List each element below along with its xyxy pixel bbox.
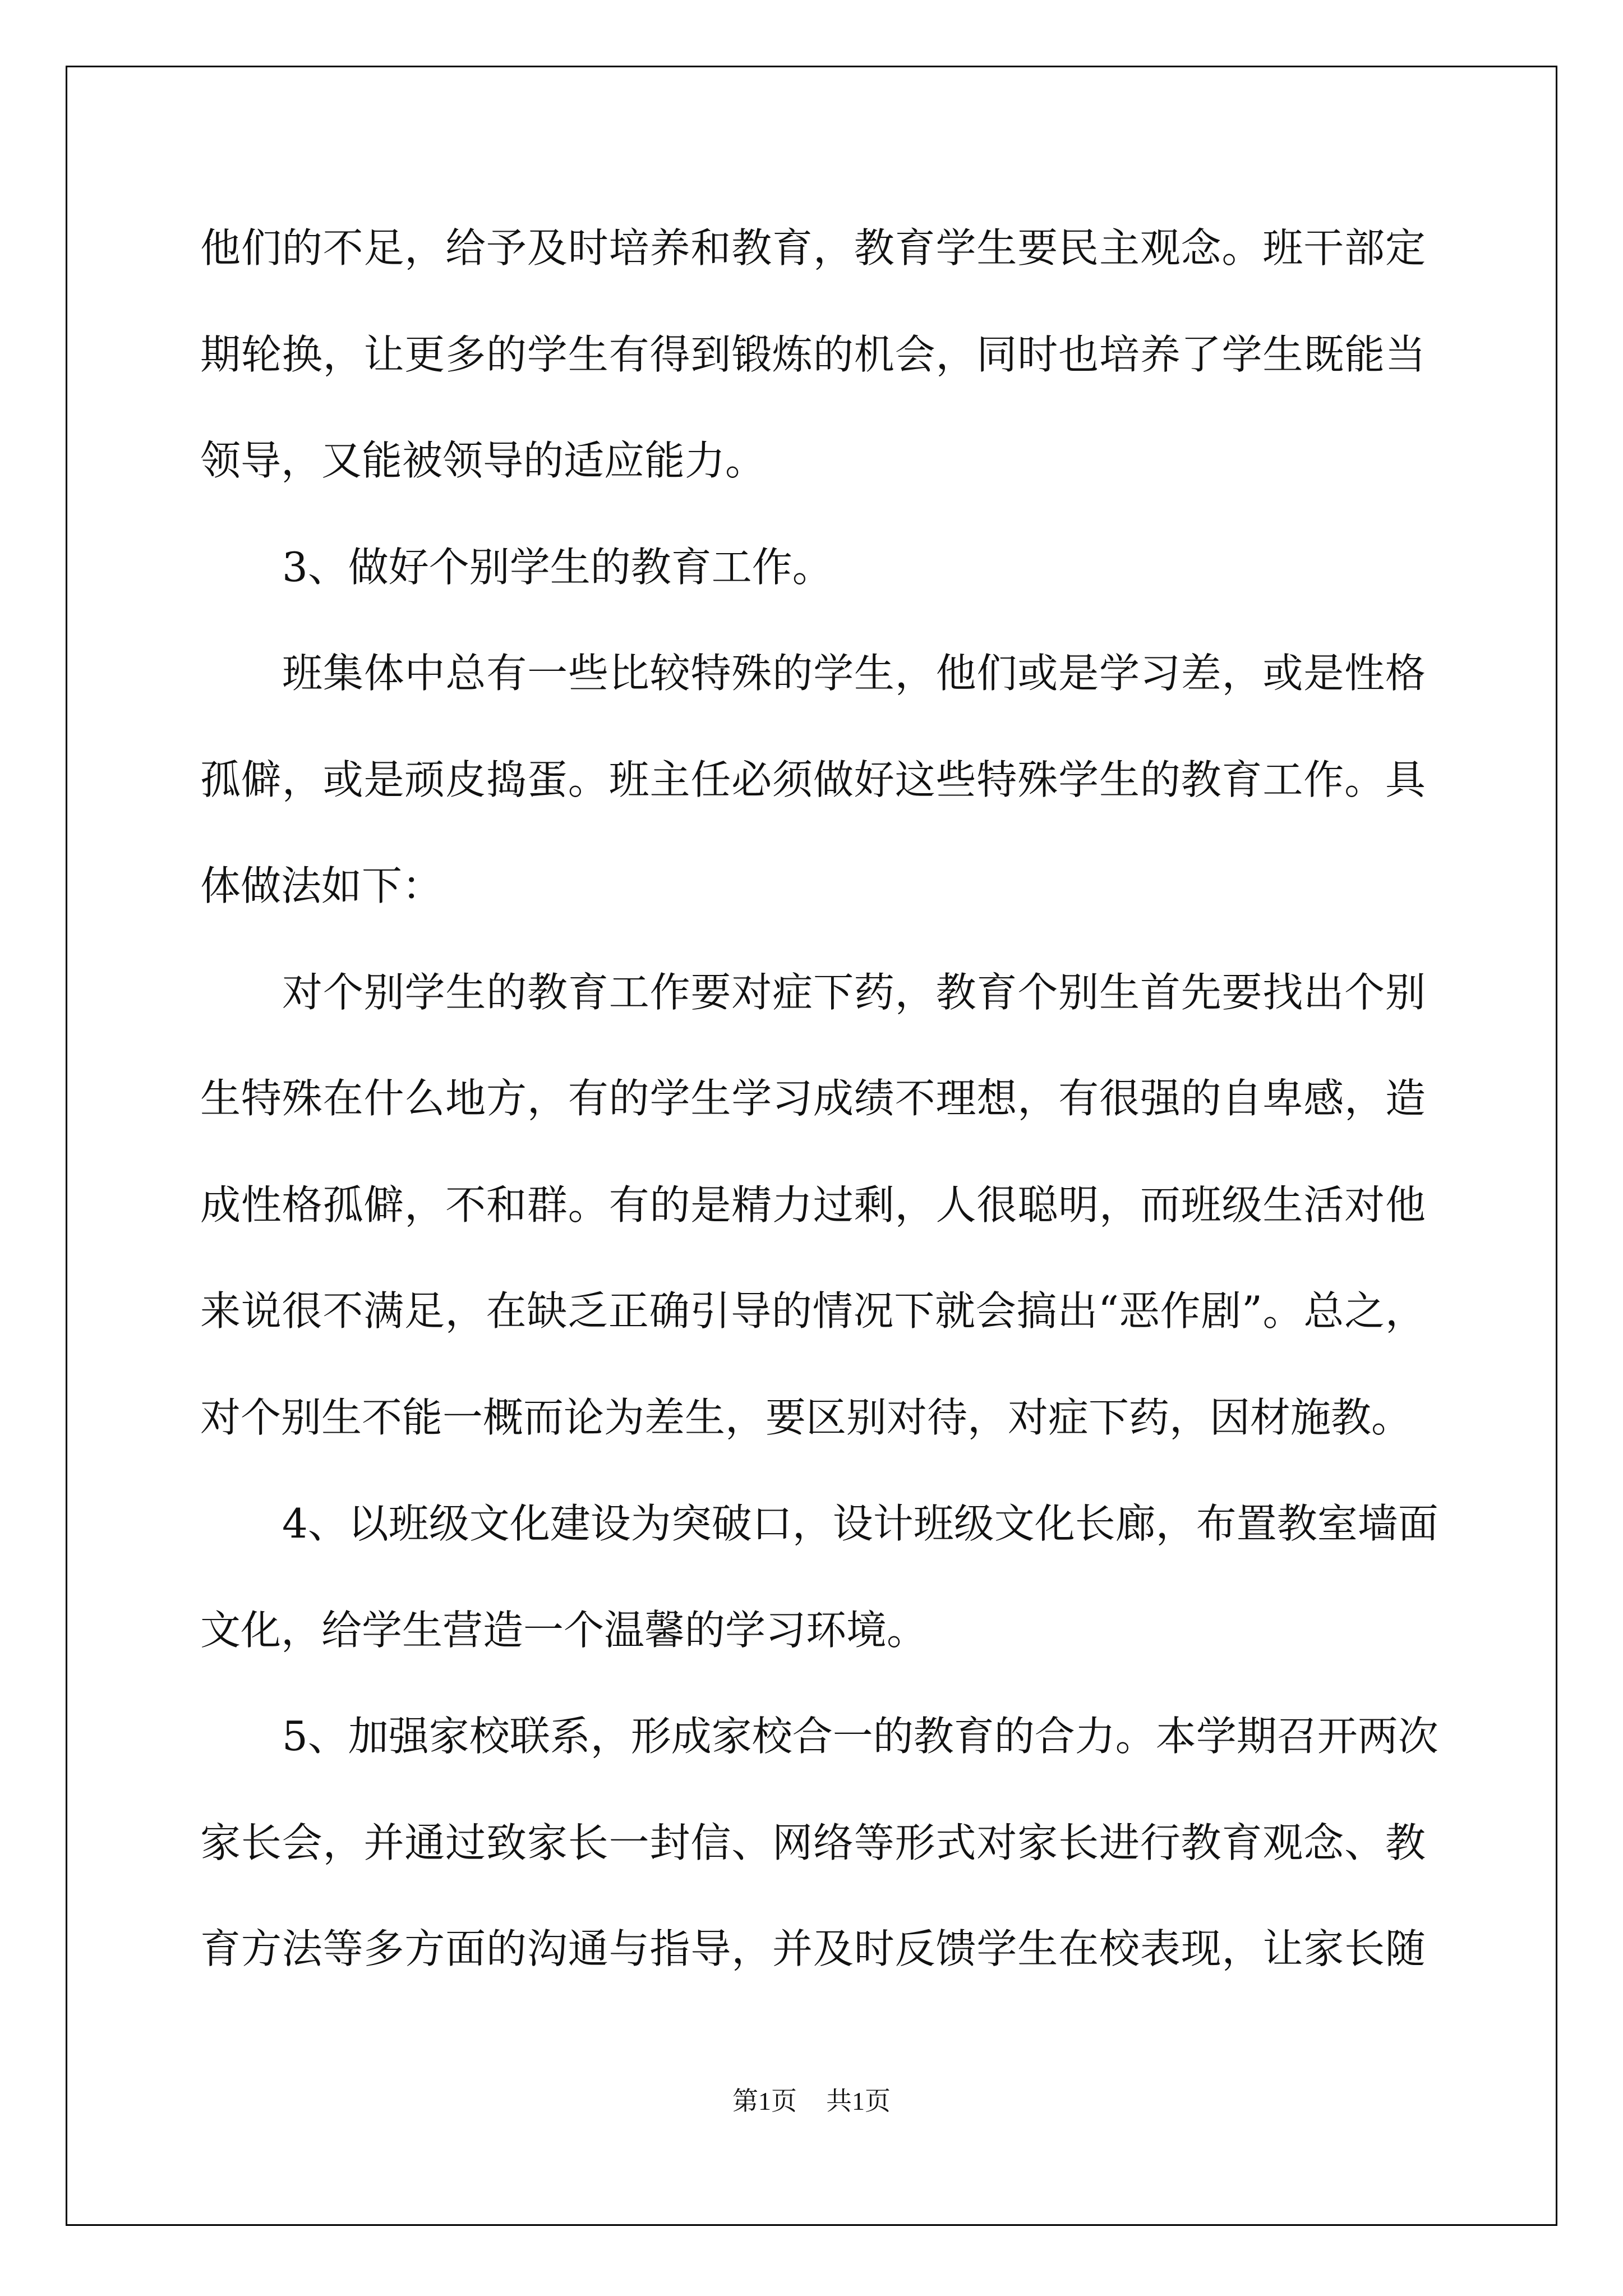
paragraph-line: 对个别生不能一概而论为差生，要区别对待，对症下药，因材施教。 bbox=[200, 1393, 1412, 1441]
paragraph-line: 3、做好个别学生的教育工作。 bbox=[282, 543, 833, 591]
paragraph-line: 文化，给学生营造一个温馨的学习环境。 bbox=[200, 1606, 928, 1654]
paragraph bbox=[200, 195, 1426, 514]
page-number: 第1页 bbox=[732, 2087, 797, 2115]
page-footer bbox=[0, 2086, 1623, 2117]
paragraph-line: 班集体中总有一些比较特殊的学生，他们或是学习差，或是性格 bbox=[282, 650, 1426, 697]
paragraph-line: 他们的不足，给予及时培养和教育，教育学生要民主观念。班干部定 bbox=[200, 224, 1426, 272]
paragraph-line: 孤僻，或是顽皮捣蛋。班主任必须做好这些特殊学生的教育工作。具 bbox=[200, 756, 1426, 803]
paragraph-line: 家长会，并通过致家长一封信、网络等形式对家长进行教育观念、教 bbox=[200, 1819, 1426, 1866]
paragraph bbox=[200, 620, 1426, 940]
paragraph bbox=[200, 1683, 1438, 2003]
paragraph-line: 期轮换，让更多的学生有得到锻炼的机会，同时也培养了学生既能当 bbox=[200, 330, 1426, 378]
paragraph-line: 育方法等多方面的沟通与指导，并及时反馈学生在校表现，让家长随 bbox=[200, 1925, 1426, 1972]
paragraph-line: 生特殊在什么地方，有的学生学习成绩不理想，有很强的自卑感，造 bbox=[200, 1075, 1426, 1122]
paragraph-line: 来说很不满足，在缺乏正确引导的情况下就会搞出“恶作剧”。总之， bbox=[200, 1287, 1426, 1335]
section-heading bbox=[200, 514, 1426, 621]
paragraph-line: 体做法如下： bbox=[200, 862, 443, 909]
paragraph-line: 领导，又能被领导的适应能力。 bbox=[200, 437, 766, 484]
paragraph-line: 4、以班级文化建设为突破口，设计班级文化长廊，布置教室墙面 bbox=[282, 1500, 1438, 1547]
paragraph-line: 对个别学生的教育工作要对症下药，教育个别生首先要找出个别 bbox=[282, 968, 1426, 1016]
paragraph bbox=[200, 940, 1426, 1471]
paragraph-line: 成性格孤僻，不和群。有的是精力过剩，人很聪明，而班级生活对他 bbox=[200, 1181, 1426, 1228]
paragraph bbox=[200, 1471, 1438, 1683]
document-body bbox=[200, 195, 1438, 2003]
page-total: 共1页 bbox=[826, 2087, 891, 2115]
paragraph-line: 5、加强家校联系，形成家校合一的教育的合力。本学期召开两次 bbox=[282, 1713, 1438, 1760]
